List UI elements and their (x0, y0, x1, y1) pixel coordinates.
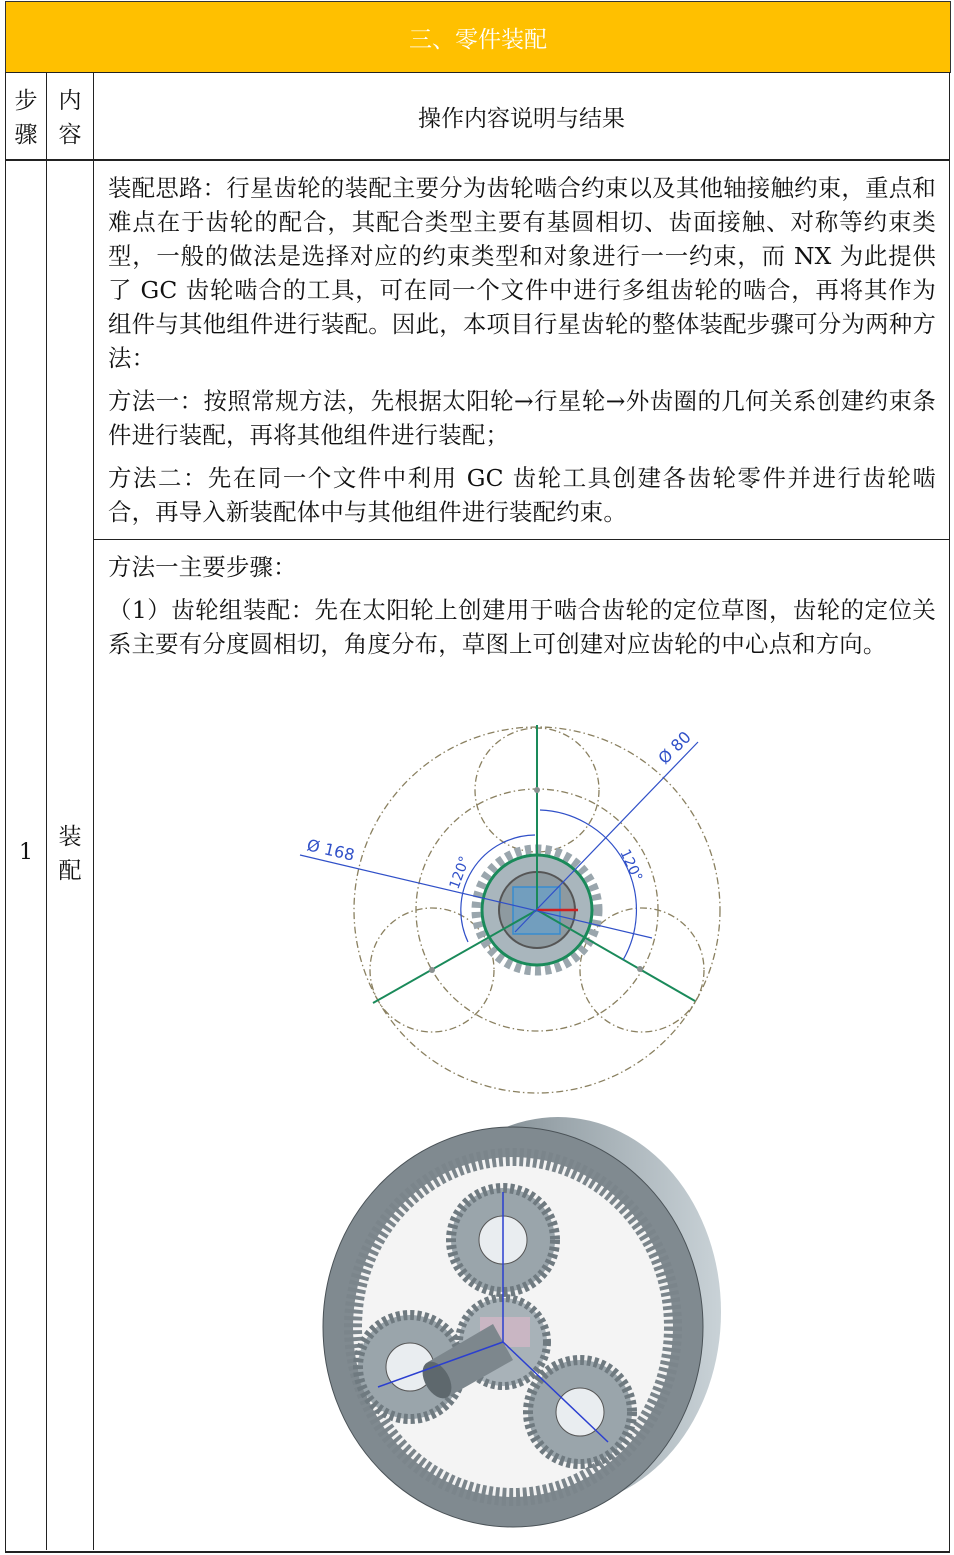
section-title: 三、零件装配 (5, 1, 951, 73)
content-char: 配 (58, 858, 82, 884)
planet-gear-right (528, 1360, 632, 1464)
header-step-char: 骤 (14, 122, 38, 148)
assembly-approach-text: 装配思路：行星齿轮的装配主要分为齿轮啮合约束以及其他轴接触约束，重点和难点在于齿轮的配合，其配合类型主要有基圆相切、齿面接触、对称等约束类型，一般的做法是选择对应的约束类型和对象进行一一约束，而 NX 为此提供了 GC 齿轮啮合的工具，可在同一个文件中进行多组齿轮的啮合，再将其作为组件与其他组件进行装配。因此，本项目行星齿轮的整体装配步骤可分为两种方法： (108, 174, 936, 372)
col-divider-2 (93, 72, 94, 1550)
planet-center-point (637, 966, 643, 972)
method-one-steps-block (108, 550, 936, 670)
method-one-text: 方法一：按照常规方法，先根据太阳轮→行星轮→外齿圈的几何关系创建约束条件进行装配，再将其他组件进行装配； (108, 387, 936, 449)
header-description: 操作内容说明与结果 (418, 106, 625, 132)
block-divider (93, 539, 949, 540)
angle-label-right: 120° (616, 846, 646, 885)
content-char: 装 (58, 824, 82, 850)
planet-center-point (429, 967, 435, 973)
method-one-heading: 方法一主要步骤： (108, 553, 297, 581)
header-row-divider (5, 159, 949, 161)
method-two-text: 方法二：先在同一个文件中利用 GC 齿轮工具创建各齿轮零件并进行齿轮啮合，再导入新装配体中与其他组件进行装配约束。 (108, 464, 936, 526)
header-content-char: 容 (58, 122, 82, 148)
dimension-line-80 (515, 742, 698, 932)
step-number: 1 (19, 840, 33, 865)
planet-center-point (534, 787, 540, 793)
gear-group-step-text: （1）齿轮组装配：先在太阳轮上创建用于啮合齿轮的定位草图，齿轮的定位关系主要有分度圆相切，角度分布，草图上可创建对应齿轮的中心点和方向。 (108, 596, 936, 658)
header-step (6, 80, 46, 156)
header-content (47, 80, 93, 156)
dimension-label-80: Ø 80 (654, 727, 695, 768)
planetary-gear-assembly-render (318, 1112, 728, 1537)
angle-label-left: 120° (446, 854, 474, 892)
gear-positioning-sketch (290, 710, 730, 1100)
dimension-label-168: Ø 168 (305, 835, 357, 865)
step-content-label (47, 820, 93, 888)
header-step-char: 步 (14, 88, 38, 114)
header-content-char: 内 (58, 88, 82, 114)
col-divider-1 (46, 72, 47, 1550)
assembly-approach-block (108, 171, 936, 538)
